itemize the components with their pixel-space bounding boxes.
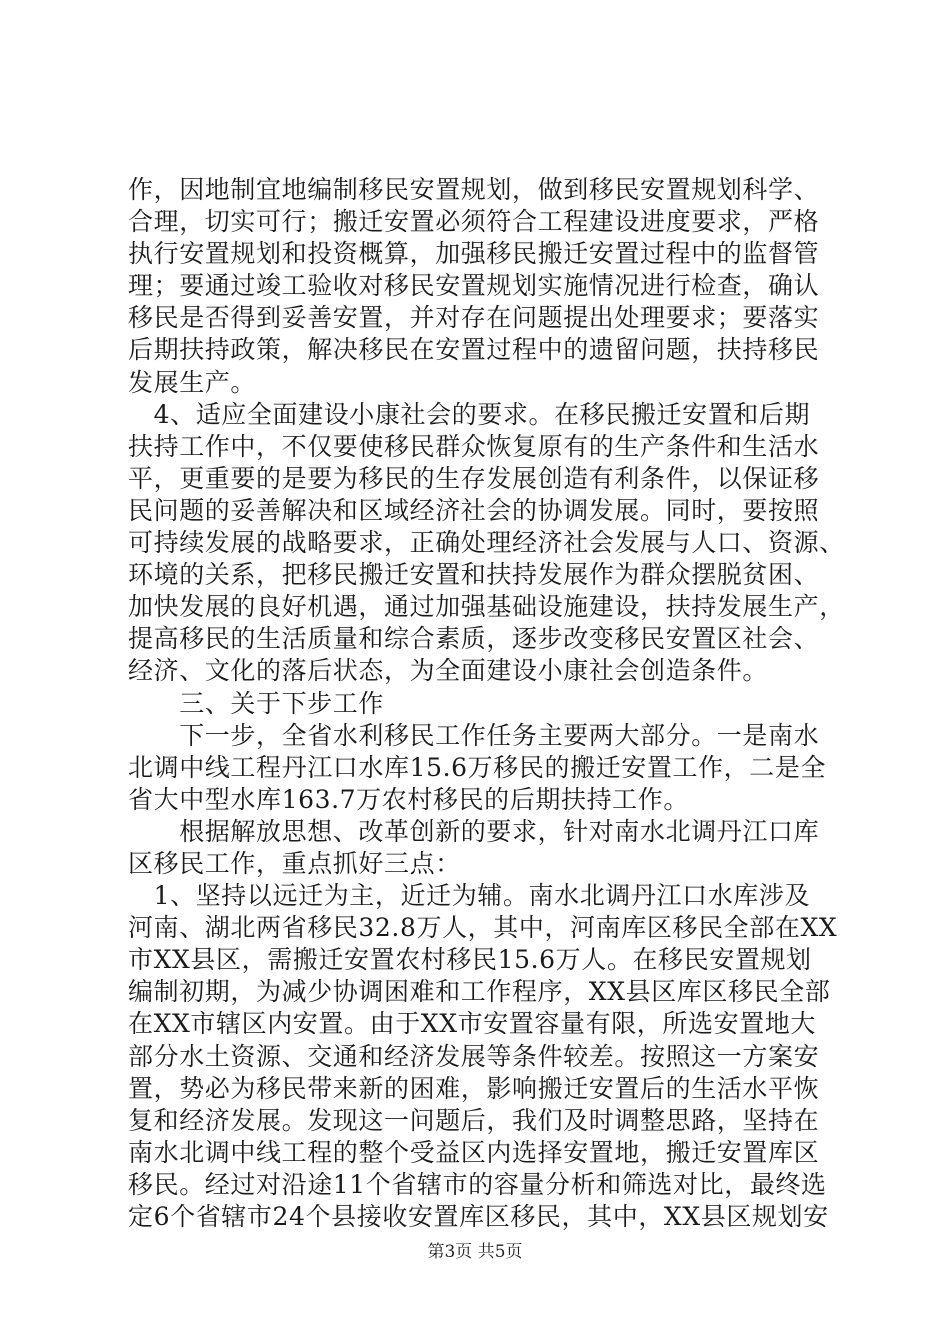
text-line: 北调中线工程丹江口水库15.6万移民的搬迁安置工作，二是全 xyxy=(128,752,827,782)
text-line: 移民。经过对沿途11个省辖市的容量分析和筛选对比，最终选 xyxy=(128,1169,827,1199)
text-line: 合理，切实可行；搬迁安置必须符合工程建设进度要求，严格 xyxy=(128,207,820,237)
text-line: 在XX市辖区内安置。由于XX市安置容量有限，所选安置地大 xyxy=(128,1009,816,1039)
text-line: 经济、文化的落后状态，为全面建设小康社会创造条件。 xyxy=(128,656,769,686)
text-line: 复和经济发展。发现这一问题后，我们及时调整思路，坚持在 xyxy=(128,1105,820,1135)
text-line: 4、适应全面建设小康社会的要求。在移民搬迁安置和后期 xyxy=(128,399,811,429)
text-line: 定6个省辖市24个县接收安置库区移民，其中，XX县区规划安 xyxy=(128,1202,829,1231)
section-heading: 三、关于下步工作 xyxy=(128,688,385,718)
text-line: 平，更重要的是要为移民的生存发展创造有利条件，以保证移 xyxy=(128,463,820,493)
text-line: 部分水土资源、交通和经济发展等条件较差。按照这一方案安 xyxy=(128,1041,820,1071)
text-line: 作，因地制宜地编制移民安置规划，做到移民安置规划科学、 xyxy=(128,175,820,204)
text-line: 环境的关系，把移民搬迁安置和扶持发展作为群众摆脱贫困、 xyxy=(128,560,820,590)
text-line: 市XX县区，需搬迁安置农村移民15.6万人。在移民安置规划 xyxy=(128,945,812,975)
text-line: 发展生产。 xyxy=(128,367,257,397)
text-line: 执行安置规划和投资概算，加强移民搬迁安置过程中的监督管 xyxy=(128,239,820,269)
text-line: 区移民工作，重点抓好三点： xyxy=(128,848,461,878)
text-line: 提高移民的生活质量和综合素质，逐步改变移民安置区社会、 xyxy=(128,624,820,654)
page-number: 第3页 共5页 xyxy=(427,1242,523,1262)
text-line: 省大中型水库163.7万农村移民的后期扶持工作。 xyxy=(128,784,689,814)
text-line: 移民是否得到妥善安置，并对存在问题提出处理要求；要落实 xyxy=(128,303,820,333)
text-line: 后期扶持政策，解决移民在安置过程中的遗留问题，扶持移民 xyxy=(128,335,820,365)
text-line: 河南、湖北两省移民32.8万人，其中，河南库区移民全部在XX xyxy=(128,913,838,943)
text-line: 南水北调中线工程的整个受益区内选择安置地，搬迁安置库区 xyxy=(128,1137,820,1167)
text-line: 编制初期，为减少协调困难和工作程序，XX县区库区移民全部 xyxy=(128,977,831,1007)
text-line: 扶持工作中，不仅要使移民群众恢复原有的生产条件和生活水 xyxy=(128,431,820,461)
text-line: 根据解放思想、改革创新的要求，针对南水北调丹江口库 xyxy=(128,816,820,846)
text-line: 可持续发展的战略要求，正确处理经济社会发展与人口、资源、 xyxy=(128,528,845,558)
text-line: 1、坚持以远迁为主，近迁为辅。南水北调丹江口水库涉及 xyxy=(128,881,811,911)
text-line: 置，势必为移民带来新的困难，影响搬迁安置后的生活水平恢 xyxy=(128,1073,820,1103)
document-body xyxy=(128,174,845,1233)
text-line: 下一步，全省水利移民工作任务主要两大部分。一是南水 xyxy=(128,720,820,750)
text-line: 民问题的妥善解决和区域经济社会的协调发展。同时，要按照 xyxy=(128,495,820,525)
text-line: 加快发展的良好机遇，通过加强基础设施建设，扶持发展生产， xyxy=(128,592,845,622)
text-line: 理；要通过竣工验收对移民安置规划实施情况进行检查，确认 xyxy=(128,271,820,301)
